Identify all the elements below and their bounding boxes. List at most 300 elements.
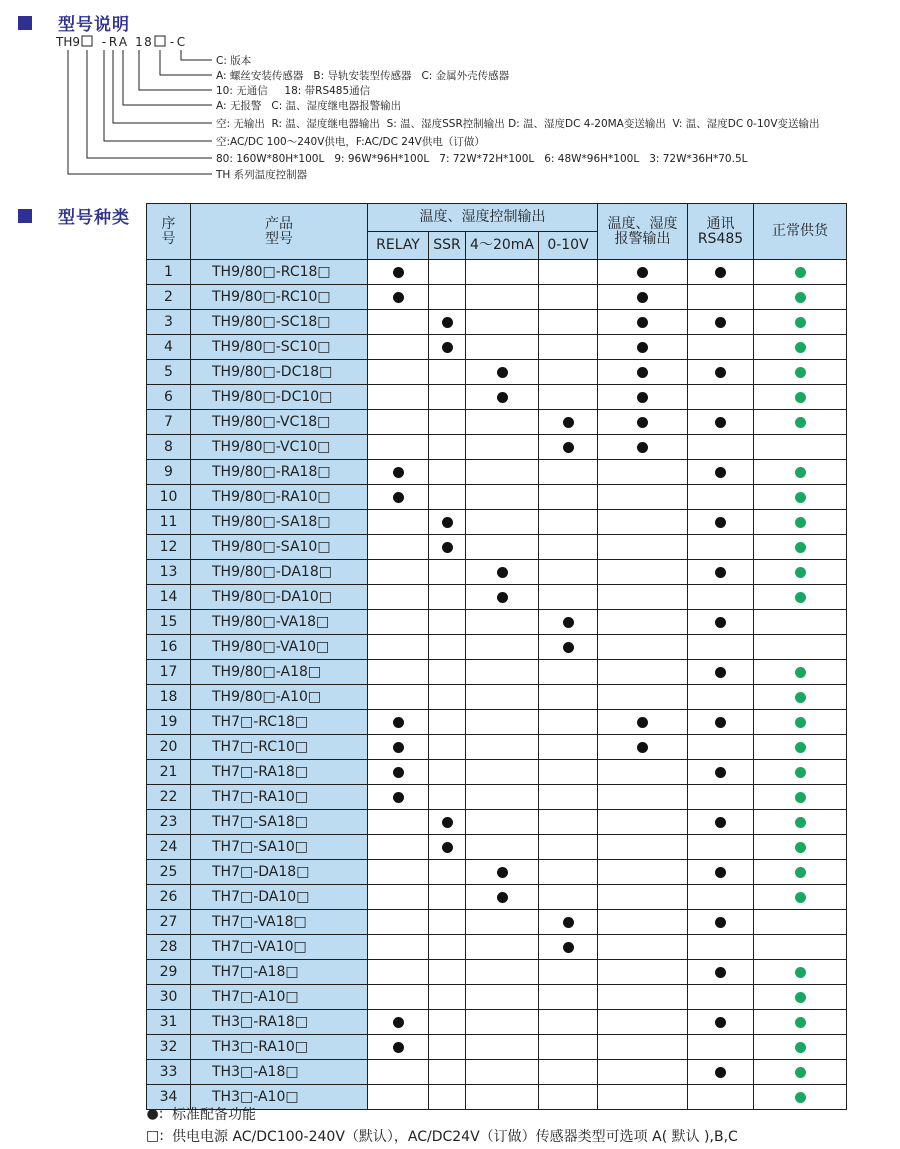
cell-relay [368,635,429,660]
cell-ma [466,635,539,660]
bullet-square-icon [18,209,32,223]
feature-dot-icon [637,342,648,353]
row-number: 28 [147,935,191,960]
row-model: TH9/80□-VC18□ [191,410,368,435]
supply-dot-icon [795,592,806,603]
model-type-table [146,203,847,1110]
cell-v [539,610,598,635]
feature-dot-icon [442,517,453,528]
cell-relay [368,560,429,585]
row-model: TH9/80□-SA10□ [191,535,368,560]
cell-alarm [598,1010,688,1035]
cell-supply [754,860,847,885]
table-row [147,960,847,985]
feature-dot-icon [563,642,574,653]
cell-ma [466,785,539,810]
supply-dot-icon [795,567,806,578]
cell-v [539,560,598,585]
cell-v [539,510,598,535]
cell-alarm [598,935,688,960]
cell-relay [368,935,429,960]
cell-supply [754,560,847,585]
feature-dot-icon [637,317,648,328]
cell-alarm [598,1035,688,1060]
cell-relay [368,460,429,485]
code-note: 空: 无输出 R: 温、湿度继电器输出 S: 温、湿度SSR控制输出 D: 温、湿度DC 4-20MA变送输出 V: 温、湿度DC 0-10V变送输出 [216,118,820,130]
cell-ssr [429,735,466,760]
code-connector-line [160,50,212,75]
cell-alarm [598,1085,688,1110]
cell-supply [754,1035,847,1060]
header-relay: RELAY [368,232,429,260]
code-note: A: 无报警 C: 温、湿度继电器报警输出 [216,100,402,112]
cell-comm [688,1010,754,1035]
cell-comm [688,460,754,485]
cell-supply [754,710,847,735]
supply-dot-icon [795,317,806,328]
cell-alarm [598,835,688,860]
cell-relay [368,1010,429,1035]
cell-relay [368,785,429,810]
cell-relay [368,1085,429,1110]
code-connector-line [181,50,212,60]
row-number: 9 [147,460,191,485]
cell-relay [368,985,429,1010]
table-row [147,985,847,1010]
cell-alarm [598,660,688,685]
cell-ma [466,1010,539,1035]
cell-ssr [429,710,466,735]
row-model: TH9/80□-RC18□ [191,260,368,285]
row-model: TH7□-SA10□ [191,835,368,860]
cell-supply [754,585,847,610]
cell-alarm [598,460,688,485]
feature-dot-icon [715,1067,726,1078]
legend-power-supply-note [146,1126,738,1146]
cell-alarm [598,610,688,635]
table-row [147,1010,847,1035]
cell-alarm [598,885,688,910]
feature-dot-icon [442,542,453,553]
table-row [147,360,847,385]
code-note: A: 螺丝安装传感器 B: 导轨安装型传感器 C: 金属外壳传感器 [216,70,510,82]
cell-ssr [429,460,466,485]
cell-alarm [598,685,688,710]
table-row [147,610,847,635]
feature-dot-icon [715,617,726,628]
cell-alarm [598,760,688,785]
cell-supply [754,960,847,985]
table-row [147,1060,847,1085]
feature-dot-icon [715,717,726,728]
row-number: 29 [147,960,191,985]
cell-v [539,935,598,960]
cell-v [539,335,598,360]
cell-relay [368,960,429,985]
cell-comm [688,310,754,335]
section-title-text: 型号说明 [58,15,130,35]
table-row [147,435,847,460]
feature-dot-icon [715,967,726,978]
code-placeholder-square [155,36,165,46]
cell-supply [754,685,847,710]
feature-dot-icon [715,567,726,578]
code-note: 80: 160W*80H*100L 9: 96W*96H*100L 7: 72W*72H*100L 6: 48W*96H*100L 3: 72W*36H*70.5L [216,153,748,165]
supply-dot-icon [795,467,806,478]
table-row [147,885,847,910]
code-part: - [101,35,107,49]
table-row [147,635,847,660]
cell-relay [368,910,429,935]
table-row [147,860,847,885]
cell-relay [368,485,429,510]
cell-v [539,1035,598,1060]
row-model: TH7□-RC18□ [191,710,368,735]
row-model: TH7□-VA10□ [191,935,368,960]
cell-comm [688,435,754,460]
cell-alarm [598,810,688,835]
code-part: 1 [135,35,143,49]
cell-supply [754,985,847,1010]
cell-supply [754,1060,847,1085]
cell-v [539,410,598,435]
cell-v [539,485,598,510]
cell-v [539,710,598,735]
row-number: 3 [147,310,191,335]
code-connector-line [87,50,212,158]
header-alarm-output: 温度、湿度 报警输出 [598,204,688,260]
supply-dot-icon [795,492,806,503]
cell-ma [466,560,539,585]
cell-ssr [429,985,466,1010]
table-row [147,910,847,935]
cell-ssr [429,635,466,660]
row-number: 27 [147,910,191,935]
code-part: R [108,35,118,49]
row-number: 6 [147,385,191,410]
cell-ssr [429,785,466,810]
cell-comm [688,485,754,510]
code-placeholder-square [82,36,92,46]
row-model: TH9/80□-DA10□ [191,585,368,610]
supply-dot-icon [795,1042,806,1053]
row-number: 34 [147,1085,191,1110]
feature-dot-icon [393,767,404,778]
cell-v [539,460,598,485]
header-control-output: 温度、湿度控制输出 [368,204,598,232]
feature-dot-icon [715,467,726,478]
supply-dot-icon [795,892,806,903]
row-model: TH3□-RA18□ [191,1010,368,1035]
row-number: 16 [147,635,191,660]
cell-ma [466,1035,539,1060]
cell-v [539,1060,598,1085]
cell-ssr [429,610,466,635]
cell-ma [466,860,539,885]
row-number: 17 [147,660,191,685]
row-number: 33 [147,1060,191,1085]
cell-alarm [598,735,688,760]
feature-dot-icon [715,367,726,378]
cell-supply [754,485,847,510]
cell-ma [466,360,539,385]
row-number: 10 [147,485,191,510]
cell-supply [754,385,847,410]
cell-supply [754,735,847,760]
row-number: 32 [147,1035,191,1060]
cell-ma [466,385,539,410]
cell-ssr [429,335,466,360]
feature-dot-icon [637,717,648,728]
row-model: TH7□-A18□ [191,960,368,985]
cell-v [539,585,598,610]
cell-ssr [429,885,466,910]
cell-v [539,985,598,1010]
cell-comm [688,760,754,785]
cell-comm [688,1035,754,1060]
cell-v [539,760,598,785]
cell-comm [688,735,754,760]
table-row [147,510,847,535]
cell-alarm [598,510,688,535]
row-model: TH3□-RA10□ [191,1035,368,1060]
supply-dot-icon [795,542,806,553]
cell-comm [688,635,754,660]
cell-supply [754,335,847,360]
row-model: TH9/80□-SC10□ [191,335,368,360]
row-model: TH9/80□-VA18□ [191,610,368,635]
cell-comm [688,810,754,835]
header-seq: 序 号 [147,204,191,260]
feature-dot-icon [497,892,508,903]
feature-dot-icon [715,267,726,278]
supply-dot-icon [795,842,806,853]
feature-dot-icon [442,817,453,828]
cell-supply [754,610,847,635]
cell-ma [466,610,539,635]
row-model: TH7□-RA18□ [191,760,368,785]
cell-ssr [429,685,466,710]
cell-v [539,910,598,935]
cell-supply [754,510,847,535]
cell-ssr [429,410,466,435]
table-row [147,385,847,410]
cell-ma [466,535,539,560]
cell-comm [688,585,754,610]
cell-relay [368,810,429,835]
row-model: TH9/80□-RA18□ [191,460,368,485]
cell-v [539,860,598,885]
cell-supply [754,1010,847,1035]
cell-relay [368,610,429,635]
code-part: C [176,35,186,49]
row-number: 25 [147,860,191,885]
feature-dot-icon [637,742,648,753]
cell-ssr [429,560,466,585]
cell-v [539,885,598,910]
row-number: 31 [147,1010,191,1035]
code-note: TH 系列温度控制器 [216,169,308,181]
cell-relay [368,885,429,910]
cell-alarm [598,710,688,735]
cell-ssr [429,960,466,985]
cell-ma [466,1060,539,1085]
cell-relay [368,260,429,285]
cell-v [539,685,598,710]
row-number: 2 [147,285,191,310]
cell-comm [688,560,754,585]
cell-v [539,360,598,385]
code-note: C: 版本 [216,55,252,67]
cell-supply [754,885,847,910]
row-model: TH9/80□-RC10□ [191,285,368,310]
feature-dot-icon [637,292,648,303]
cell-comm [688,935,754,960]
cell-comm [688,660,754,685]
cell-ssr [429,535,466,560]
cell-comm [688,685,754,710]
feature-dot-icon [442,342,453,353]
feature-dot-icon [393,742,404,753]
cell-ssr [429,385,466,410]
cell-supply [754,535,847,560]
row-number: 14 [147,585,191,610]
cell-ma [466,685,539,710]
cell-v [539,635,598,660]
cell-relay [368,310,429,335]
cell-ssr [429,660,466,685]
model-code-diagram [0,0,900,200]
cell-alarm [598,860,688,885]
cell-ma [466,310,539,335]
cell-ssr [429,585,466,610]
row-model: TH9/80□-RA10□ [191,485,368,510]
table-row [147,560,847,585]
code-connector-line [113,50,212,123]
cell-comm [688,960,754,985]
row-number: 5 [147,360,191,385]
feature-dot-icon [563,617,574,628]
supply-dot-icon [795,792,806,803]
cell-relay [368,435,429,460]
feature-dot-icon [563,417,574,428]
supply-dot-icon [795,667,806,678]
cell-supply [754,260,847,285]
supply-dot-icon [795,292,806,303]
cell-v [539,435,598,460]
row-number: 1 [147,260,191,285]
feature-dot-icon [393,292,404,303]
cell-supply [754,460,847,485]
table-row [147,410,847,435]
feature-dot-icon [637,267,648,278]
cell-relay [368,410,429,435]
cell-relay [368,710,429,735]
cell-comm [688,710,754,735]
section-title-text: 型号种类 [58,208,130,228]
code-connector-line [123,50,212,105]
cell-alarm [598,960,688,985]
table-row [147,260,847,285]
cell-comm [688,835,754,860]
feature-dot-icon [393,717,404,728]
cell-ssr [429,860,466,885]
cell-comm [688,1060,754,1085]
cell-alarm [598,260,688,285]
cell-comm [688,610,754,635]
cell-relay [368,760,429,785]
cell-supply [754,410,847,435]
row-model: TH9/80□-SA18□ [191,510,368,535]
cell-relay [368,860,429,885]
cell-ssr [429,285,466,310]
cell-comm [688,785,754,810]
cell-supply [754,285,847,310]
cell-relay [368,685,429,710]
cell-ma [466,735,539,760]
row-model: TH7□-SA18□ [191,810,368,835]
cell-v [539,310,598,335]
feature-dot-icon [497,867,508,878]
cell-relay [368,510,429,535]
feature-dot-icon [393,467,404,478]
cell-ssr [429,1085,466,1110]
row-number: 21 [147,760,191,785]
cell-comm [688,510,754,535]
cell-alarm [598,1060,688,1085]
cell-ma [466,960,539,985]
feature-dot-icon [715,667,726,678]
supply-dot-icon [795,517,806,528]
cell-ma [466,660,539,685]
cell-alarm [598,360,688,385]
legend-square-text: 供电电源 AC/DC100-240V（默认），AC/DC24V（订做）传感器类型可选项 A( 默认 ),B,C [172,1129,738,1145]
cell-ma [466,910,539,935]
feature-dot-icon [715,517,726,528]
code-part: A [118,35,128,49]
feature-dot-icon [715,317,726,328]
cell-relay [368,1060,429,1085]
cell-ssr [429,1060,466,1085]
row-model: TH9/80□-SC18□ [191,310,368,335]
feature-dot-icon [497,367,508,378]
supply-dot-icon [795,967,806,978]
table-row [147,660,847,685]
cell-v [539,535,598,560]
supply-dot-icon [795,817,806,828]
cell-relay [368,660,429,685]
code-connector-line [104,50,212,141]
code-connector-line [139,50,212,90]
cell-ma [466,935,539,960]
cell-supply [754,435,847,460]
cell-alarm [598,635,688,660]
cell-ssr [429,935,466,960]
cell-alarm [598,310,688,335]
table-row [147,485,847,510]
header-normal-supply: 正常供货 [754,204,847,260]
cell-v [539,835,598,860]
supply-dot-icon [795,267,806,278]
table-row [147,535,847,560]
row-model: TH7□-DA18□ [191,860,368,885]
row-number: 24 [147,835,191,860]
cell-ssr [429,1010,466,1035]
code-connector-line [68,50,212,174]
cell-ma [466,485,539,510]
table-row [147,335,847,360]
cell-alarm [598,785,688,810]
